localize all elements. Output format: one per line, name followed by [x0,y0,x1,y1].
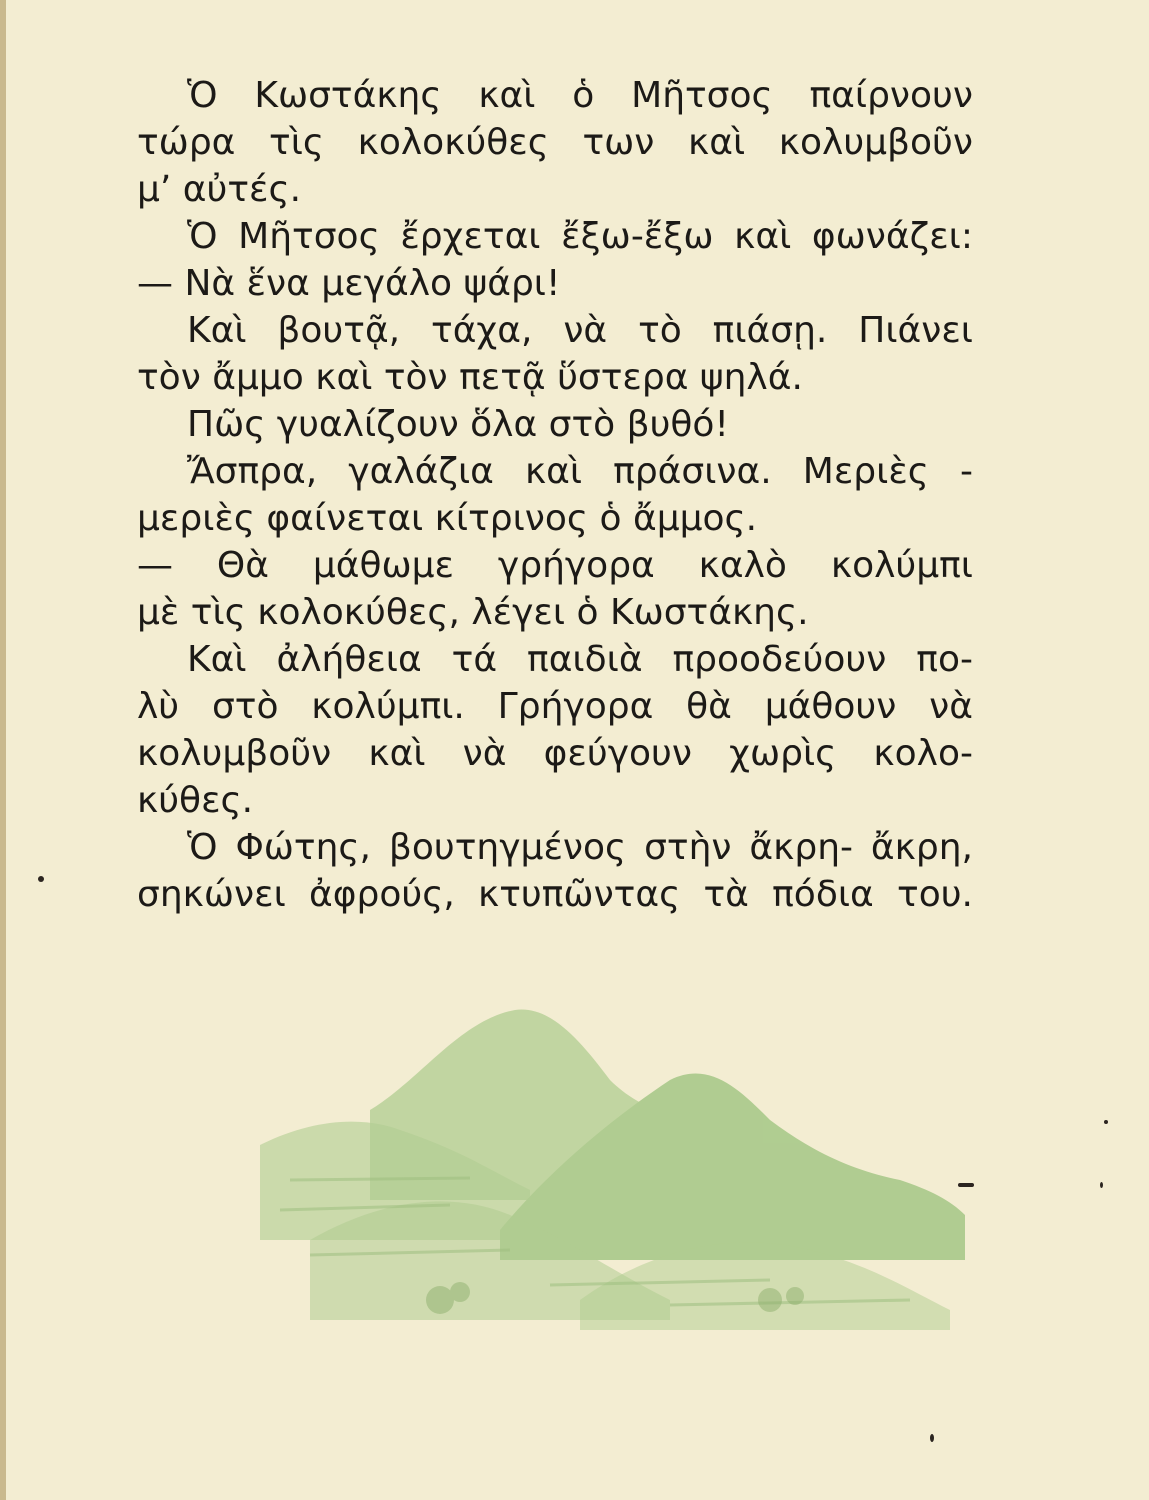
text-line: λὺ στὸ κολύμπι. Γρήγορα θὰ μάθουν νὰ [137,686,973,727]
ink-speck [930,1434,934,1442]
ink-speck [38,876,44,882]
ink-speck [1100,1182,1103,1188]
text-line: τὸν ἄμμο καὶ τὸν πετᾷ ὕστερα ψηλά. [137,357,803,398]
text-line: σηκώνει ἀφρούς, κτυπῶντας τὰ πόδια του. [137,874,973,915]
text-line: Ὁ Μῆτσος ἔρχεται ἔξω-ἔξω καὶ φωνάζει: [187,216,973,257]
ink-speck [958,1183,974,1187]
text-line: κύθες. [137,780,254,821]
text-line: κολυμβοῦν καὶ νὰ φεύγουν χωρὶς κολο- [137,733,973,774]
text-line: μ’ αὐτές. [137,169,302,210]
ink-speck [1104,1120,1108,1124]
mountain-illustration [250,1000,970,1330]
text-line: Ὁ Φώτης, βουτηγμένος στὴν ἄκρη- ἄκρη, [187,827,973,868]
text-line: Πῶς γυαλίζουν ὅλα στὸ βυθό! [187,404,729,445]
text-line: μὲ τὶς κολοκύθες, λέγει ὁ Κωστάκης. [137,592,809,633]
text-line: Ἄσπρα, γαλάζια καὶ πράσινα. Μεριὲς - [187,451,973,492]
text-line: — Θὰ μάθωμε γρήγορα καλὸ κολύμπι [137,545,973,586]
text-line: Καὶ βουτᾷ, τάχα, νὰ τὸ πιάσῃ. Πιάνει [187,310,973,351]
text-line: Ὁ Κωστάκης καὶ ὁ Μῆτσος παίρνουν [187,75,973,116]
text-line: Καὶ ἀλήθεια τά παιδιὰ προοδεύουν πο- [187,639,973,680]
text-line: — Νὰ ἕνα μεγάλο ψάρι! [137,263,561,304]
page-binding-edge [0,0,6,1500]
story-text [137,72,973,918]
text-line: τώρα τὶς κολοκύθες των καὶ κολυμβοῦν [137,122,973,163]
text-line: μεριὲς φαίνεται κίτρινος ὁ ἄμμος. [137,498,758,539]
